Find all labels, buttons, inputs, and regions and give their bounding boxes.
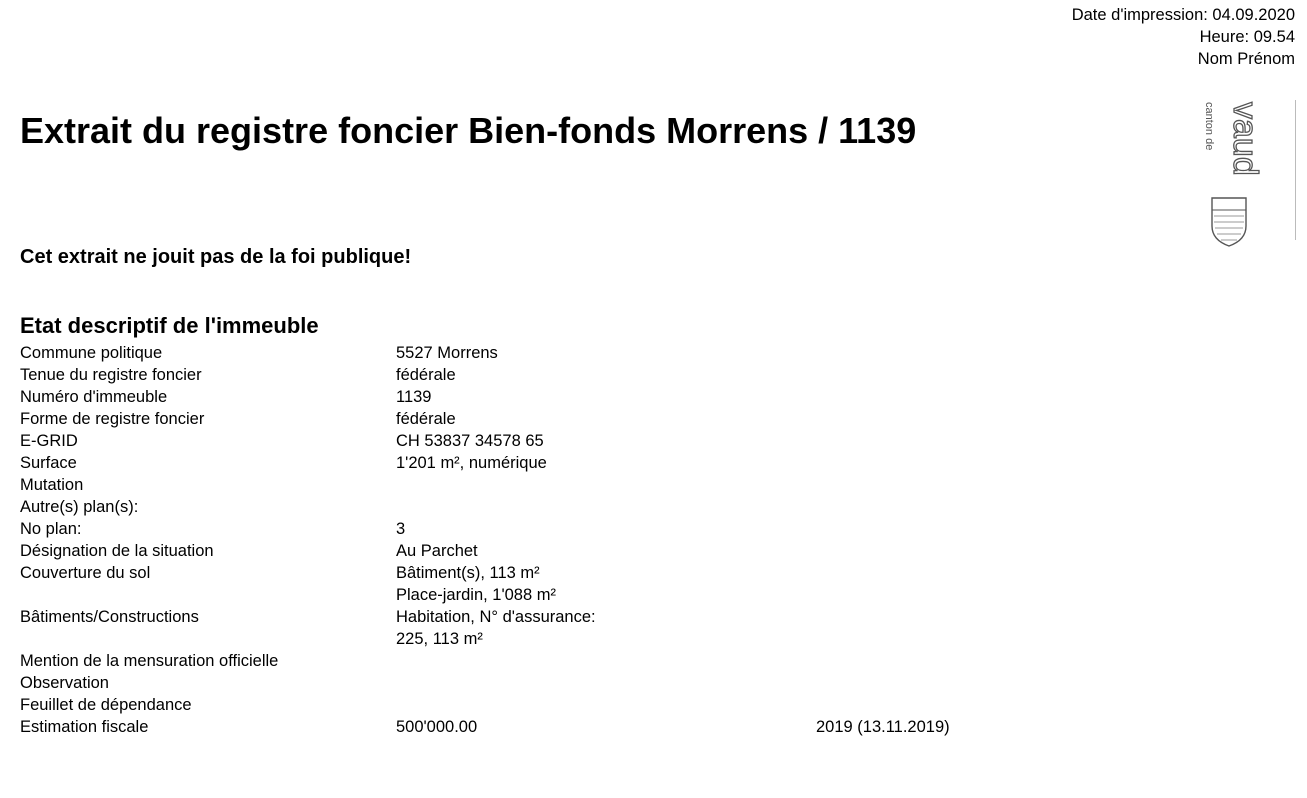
detail-value-line: Au Parchet [396,542,478,560]
detail-label: Surface [20,454,77,472]
detail-value [396,408,816,430]
detail-row [20,672,1120,694]
property-details-table [20,342,1120,738]
detail-value [396,716,816,738]
detail-label: Forme de registre foncier [20,410,205,428]
detail-label: Autre(s) plan(s): [20,498,139,516]
canton-de-vaud-logo [1200,98,1264,248]
detail-row [20,694,1120,716]
detail-extra [816,474,1096,496]
detail-label: Couverture du sol [20,564,151,582]
detail-row [20,386,1120,408]
detail-extra [816,606,1096,650]
detail-value [396,452,816,474]
detail-label: Numéro d'immeuble [20,388,168,406]
detail-value-line: 225, 113 m² [396,630,483,648]
public-faith-warning: Cet extrait ne jouit pas de la foi publique! [20,246,412,268]
detail-label: Feuillet de dépendance [20,696,192,714]
detail-label: E-GRID [20,432,78,450]
detail-row [20,364,1120,386]
detail-value [396,386,816,408]
detail-extra [816,496,1096,518]
detail-row [20,540,1120,562]
detail-extra: 2019 (13.11.2019) [816,718,950,736]
detail-label: Mention de la mensuration officielle [20,652,279,670]
detail-extra [816,452,1096,474]
detail-value [396,562,816,606]
detail-value-line: Habitation, N° d'assurance: [396,608,596,626]
detail-value [396,342,816,364]
detail-row [20,650,1120,672]
detail-row [20,716,1120,738]
print-info [1072,4,1295,70]
detail-value-line [396,672,816,694]
detail-value [396,474,816,496]
detail-row [20,342,1120,364]
detail-label: Commune politique [20,344,163,362]
detail-value [396,430,816,452]
detail-label: Mutation [20,476,84,494]
print-time: Heure: 09.54 [1199,28,1295,46]
detail-extra [816,518,1096,540]
detail-extra [816,386,1096,408]
detail-value-line: 1139 [396,388,432,406]
detail-row [20,496,1120,518]
print-user-name: Nom Prénom [1197,50,1295,68]
detail-label: Estimation fiscale [20,718,149,736]
detail-value-line: 1'201 m², numérique [396,454,547,472]
detail-value-line [396,694,816,716]
section-title: Etat descriptif de l'immeuble [20,313,319,338]
detail-label: Désignation de la situation [20,542,214,560]
detail-extra [816,408,1096,430]
detail-value-line: 3 [396,520,406,538]
detail-row [20,562,1120,606]
detail-value [396,518,816,540]
detail-value-line: 5527 Morrens [396,344,498,362]
detail-extra [816,342,1096,364]
detail-value-line [396,474,816,496]
svg-text:vaud: vaud [1226,102,1264,176]
detail-value [396,650,816,672]
detail-value [396,364,816,386]
detail-value [396,672,816,694]
detail-label: No plan: [20,520,82,538]
detail-value-line: 500'000.00 [396,718,478,736]
detail-extra [816,650,1096,672]
detail-value-line: fédérale [396,410,456,428]
detail-row [20,518,1120,540]
detail-value-line: fédérale [396,366,456,384]
detail-row [20,452,1120,474]
detail-value-line: CH 53837 34578 65 [396,432,544,450]
detail-extra [816,694,1096,716]
detail-value [396,496,816,518]
detail-value [396,540,816,562]
print-date: Date d'impression: 04.09.2020 [1071,6,1295,24]
detail-extra [816,562,1096,606]
detail-row [20,474,1120,496]
detail-value [396,606,816,650]
page-title: Extrait du registre foncier Bien-fonds Morrens / 1139 [20,110,917,151]
detail-label: Tenue du registre foncier [20,366,202,384]
detail-value-line [396,496,816,518]
detail-value-line [396,650,816,672]
detail-label: Bâtiments/Constructions [20,608,199,626]
detail-row [20,408,1120,430]
detail-value [396,694,816,716]
logo-divider [1295,100,1296,240]
detail-label: Observation [20,674,109,692]
detail-row [20,606,1120,650]
detail-extra [816,540,1096,562]
detail-value-line: Bâtiment(s), 113 m² [396,564,540,582]
detail-extra [816,430,1096,452]
detail-row [20,430,1120,452]
svg-text:canton de: canton de [1203,102,1215,151]
detail-extra [816,672,1096,694]
detail-value-line: Place-jardin, 1'088 m² [396,586,556,604]
detail-extra [816,364,1096,386]
